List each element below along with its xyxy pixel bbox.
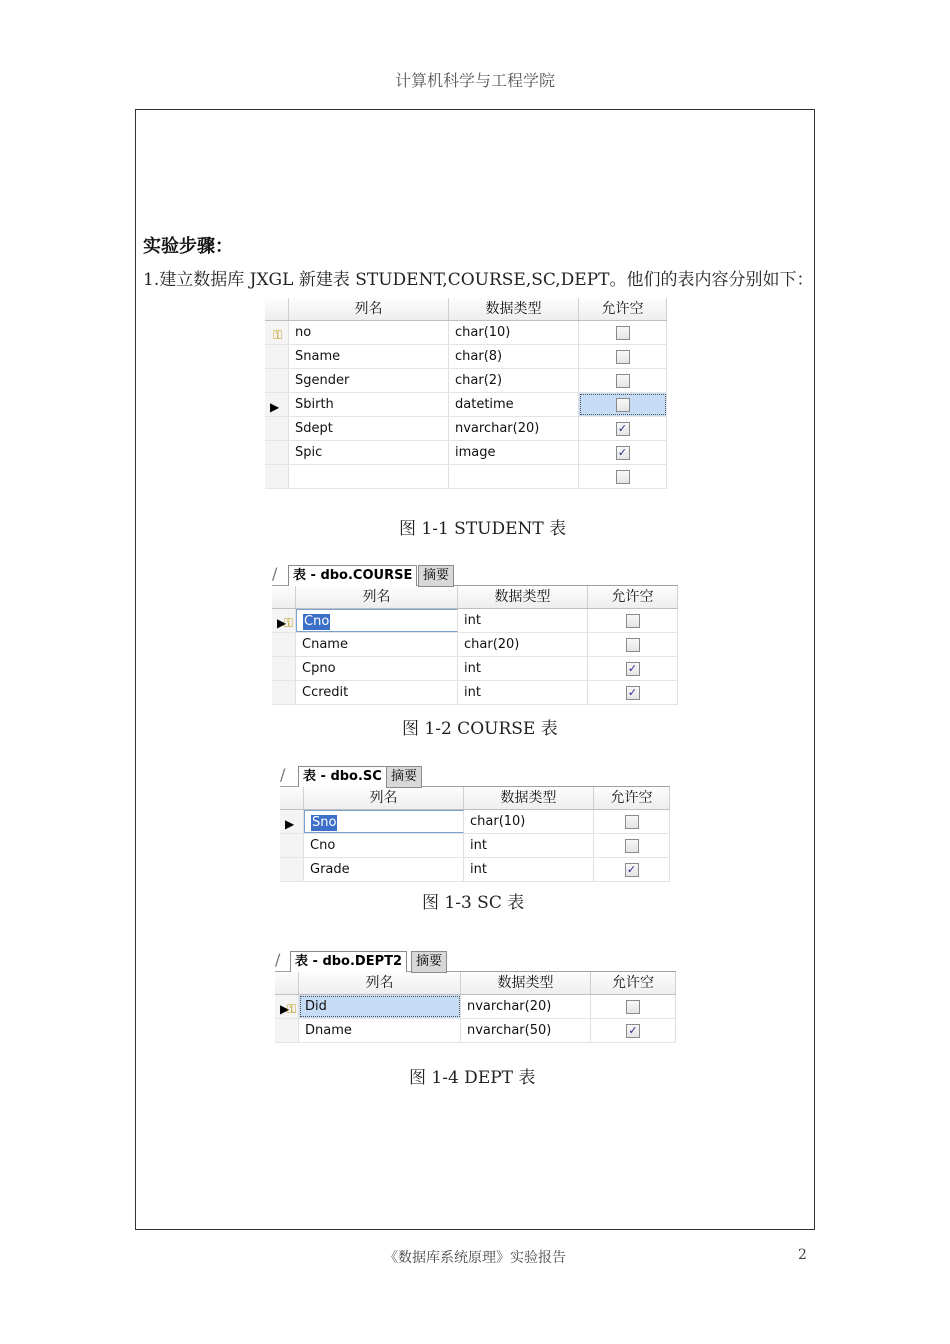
row-selector[interactable] [272, 609, 296, 632]
allow-null-cell [579, 393, 667, 416]
column-name-cell[interactable] [304, 858, 464, 881]
allow-null-checkbox[interactable] [616, 470, 630, 484]
allow-null-checkbox[interactable]: ✓ [616, 446, 630, 460]
tab-bar [280, 765, 670, 787]
data-type-cell[interactable]: int [458, 681, 588, 704]
row-selector[interactable] [280, 834, 304, 857]
student-rows [265, 321, 667, 489]
row-selector[interactable] [275, 1019, 299, 1042]
row-selector[interactable] [280, 858, 304, 881]
column-name-text: Sgender [295, 373, 350, 388]
grid-header [275, 972, 676, 995]
allow-null-checkbox[interactable] [616, 398, 630, 412]
allow-null-checkbox[interactable]: ✓ [616, 422, 630, 436]
sc-rows [280, 810, 670, 882]
row-selector[interactable] [265, 369, 289, 392]
course-rows [272, 609, 678, 709]
row-selector[interactable] [265, 321, 289, 344]
data-type-cell[interactable]: nvarchar(20) [461, 995, 591, 1018]
allow-null-checkbox[interactable] [616, 326, 630, 340]
tab-summary[interactable]: 摘要 [418, 565, 454, 587]
current-row-arrow-icon: ▶ [285, 817, 295, 831]
column-name-text: Ccredit [302, 685, 349, 700]
allow-null-cell [594, 858, 670, 881]
allow-null-header[interactable]: 允许空 [579, 298, 667, 320]
allow-null-cell [579, 321, 667, 344]
tab-bar [275, 950, 676, 972]
course-caption: 图 1-2 COURSE 表 [402, 719, 558, 739]
tab-sc-design[interactable]: 表 - dbo.SC [298, 766, 387, 787]
table-row[interactable] [265, 393, 667, 417]
tab-edge-icon: / [280, 765, 286, 784]
allow-null-cell [588, 681, 678, 704]
column-name-text: Sno [312, 815, 337, 830]
row-selector[interactable] [265, 465, 289, 488]
column-name-text: Sname [295, 349, 341, 364]
grid-header [265, 298, 667, 321]
data-type-cell[interactable]: int [458, 609, 588, 632]
allow-null-header[interactable]: 允许空 [594, 787, 670, 809]
data-type-header[interactable]: 数据类型 [461, 972, 591, 994]
data-type-cell[interactable]: int [458, 657, 588, 680]
row-selector[interactable] [275, 995, 299, 1018]
row-selector[interactable] [265, 417, 289, 440]
current-row-arrow-icon: ▶ [270, 400, 280, 414]
primary-key-icon: ⚿ [284, 616, 294, 630]
page-number: 2 [798, 1247, 807, 1263]
row-selector[interactable] [272, 657, 296, 680]
column-name-cell[interactable] [296, 681, 458, 704]
dept-table-grid [275, 950, 676, 1043]
column-name-text: no [295, 325, 312, 340]
table-row[interactable] [265, 465, 667, 489]
allow-null-checkbox[interactable] [616, 350, 630, 364]
table-row[interactable] [265, 345, 667, 369]
allow-null-header[interactable]: 允许空 [588, 586, 678, 608]
column-name-text: Sbirth [295, 397, 334, 412]
tab-dept-design[interactable]: 表 - dbo.DEPT2 [290, 951, 407, 972]
grid-header [280, 787, 670, 810]
column-name-text: Dname [305, 1023, 352, 1038]
allow-null-checkbox[interactable]: ✓ [626, 686, 640, 700]
table-row[interactable] [275, 995, 676, 1019]
dept-rows [275, 995, 676, 1043]
student-caption: 图 1-1 STUDENT 表 [399, 519, 567, 539]
selector-header [280, 787, 304, 809]
column-name-text: Cpno [302, 661, 336, 676]
data-type-header[interactable]: 数据类型 [449, 298, 579, 320]
column-name-text: Did [305, 999, 327, 1014]
data-type-cell[interactable]: nvarchar(20) [449, 417, 579, 440]
row-selector[interactable] [265, 345, 289, 368]
table-row[interactable] [280, 810, 670, 834]
table-row[interactable] [272, 609, 678, 633]
column-name-text: Cno [310, 838, 336, 853]
data-type-cell[interactable]: int [464, 834, 594, 857]
column-name-text: Spic [295, 445, 323, 460]
primary-key-icon: ⚿ [273, 328, 283, 342]
data-type-cell[interactable]: int [464, 858, 594, 881]
column-name-header[interactable]: 列名 [296, 586, 458, 608]
allow-null-header[interactable]: 允许空 [591, 972, 676, 994]
data-type-cell[interactable]: char(8) [449, 345, 579, 368]
tab-summary[interactable]: 摘要 [411, 951, 447, 973]
table-row[interactable] [280, 858, 670, 882]
tab-edge-icon: / [275, 950, 281, 969]
row-selector[interactable] [272, 681, 296, 704]
tab-bar [272, 564, 678, 586]
data-type-cell[interactable] [449, 465, 579, 488]
allow-null-cell [591, 995, 676, 1018]
allow-null-cell [579, 345, 667, 368]
allow-null-checkbox[interactable] [626, 614, 640, 628]
column-name-text: Grade [310, 862, 350, 877]
allow-null-cell [579, 369, 667, 392]
grid-header [272, 586, 678, 609]
sc-caption: 图 1-3 SC 表 [422, 893, 525, 913]
step-text: 1.建立数据库 JXGL 新建表 STUDENT,COURSE,SC,DEPT。他们的表内容分别如下： [143, 270, 814, 290]
row-selector[interactable] [280, 810, 304, 833]
column-name-cell[interactable] [289, 441, 449, 464]
column-name-text: Sdept [295, 421, 333, 436]
column-name-cell[interactable] [289, 321, 449, 344]
column-name-header[interactable]: 列名 [289, 298, 449, 320]
allow-null-cell [594, 834, 670, 857]
tab-edge-icon: / [272, 564, 278, 583]
allow-null-checkbox[interactable] [626, 1000, 640, 1014]
column-name-cell[interactable] [296, 657, 458, 680]
allow-null-cell [579, 417, 667, 440]
page-footer: 《数据库系统原理》实验报告 [384, 1250, 566, 1266]
row-selector[interactable] [272, 633, 296, 656]
column-name-cell[interactable] [289, 369, 449, 392]
row-selector[interactable] [265, 393, 289, 416]
data-type-cell[interactable]: image [449, 441, 579, 464]
column-name-cell[interactable] [299, 995, 461, 1018]
data-type-header[interactable]: 数据类型 [464, 787, 594, 809]
allow-null-cell [579, 441, 667, 464]
table-row[interactable] [265, 441, 667, 465]
row-selector[interactable] [265, 441, 289, 464]
data-type-cell[interactable]: char(20) [458, 633, 588, 656]
column-name-cell[interactable] [296, 633, 458, 656]
course-table-grid [272, 564, 678, 709]
column-name-header[interactable]: 列名 [304, 787, 464, 809]
column-name-text: Cno [304, 614, 330, 629]
allow-null-checkbox[interactable] [616, 374, 630, 388]
selector-header [275, 972, 299, 994]
data-type-cell[interactable]: datetime [449, 393, 579, 416]
section-title: 实验步骤： [143, 236, 233, 257]
column-name-cell[interactable] [289, 393, 449, 416]
allow-null-checkbox[interactable] [626, 638, 640, 652]
sc-table-grid [280, 765, 670, 882]
allow-null-cell [594, 810, 670, 833]
allow-null-cell [591, 1019, 676, 1042]
column-name-cell[interactable] [304, 834, 464, 857]
data-type-header[interactable]: 数据类型 [458, 586, 588, 608]
column-name-header[interactable]: 列名 [299, 972, 461, 994]
table-row[interactable] [280, 834, 670, 858]
current-row-arrow-icon: ▶ [277, 616, 287, 630]
data-type-cell[interactable]: char(10) [464, 810, 594, 833]
dept-caption: 图 1-4 DEPT 表 [409, 1068, 536, 1088]
tab-course-design[interactable]: 表 - dbo.COURSE [288, 565, 417, 586]
allow-null-checkbox[interactable]: ✓ [626, 662, 640, 676]
column-name-cell[interactable] [304, 810, 464, 833]
allow-null-checkbox[interactable] [625, 839, 639, 853]
allow-null-checkbox[interactable]: ✓ [626, 1024, 640, 1038]
column-name-cell[interactable] [289, 345, 449, 368]
column-name-text: Cname [302, 637, 348, 652]
allow-null-cell [579, 465, 667, 488]
primary-key-icon: ⚿ [287, 1002, 297, 1016]
column-name-cell[interactable] [299, 1019, 461, 1042]
current-row-arrow-icon: ▶ [280, 1002, 290, 1016]
table-row[interactable] [272, 681, 678, 705]
column-name-cell[interactable] [289, 465, 449, 488]
page-header: 计算机科学与工程学院 [394, 71, 555, 90]
allow-null-cell [588, 609, 678, 632]
table-row[interactable] [265, 417, 667, 441]
data-type-cell[interactable]: nvarchar(50) [461, 1019, 591, 1042]
selector-header [272, 586, 296, 608]
column-name-cell[interactable] [289, 417, 449, 440]
allow-null-cell [588, 633, 678, 656]
column-name-cell[interactable] [296, 609, 458, 632]
data-type-cell[interactable]: char(10) [449, 321, 579, 344]
allow-null-checkbox[interactable]: ✓ [625, 863, 639, 877]
table-row[interactable] [265, 369, 667, 393]
tab-summary[interactable]: 摘要 [386, 766, 422, 788]
data-type-cell[interactable]: char(2) [449, 369, 579, 392]
table-row[interactable] [265, 321, 667, 345]
allow-null-cell [588, 657, 678, 680]
student-table-grid [265, 298, 667, 489]
allow-null-checkbox[interactable] [625, 815, 639, 829]
table-row[interactable] [272, 633, 678, 657]
selector-header [265, 298, 289, 320]
table-row[interactable] [272, 657, 678, 681]
table-row[interactable] [275, 1019, 676, 1043]
